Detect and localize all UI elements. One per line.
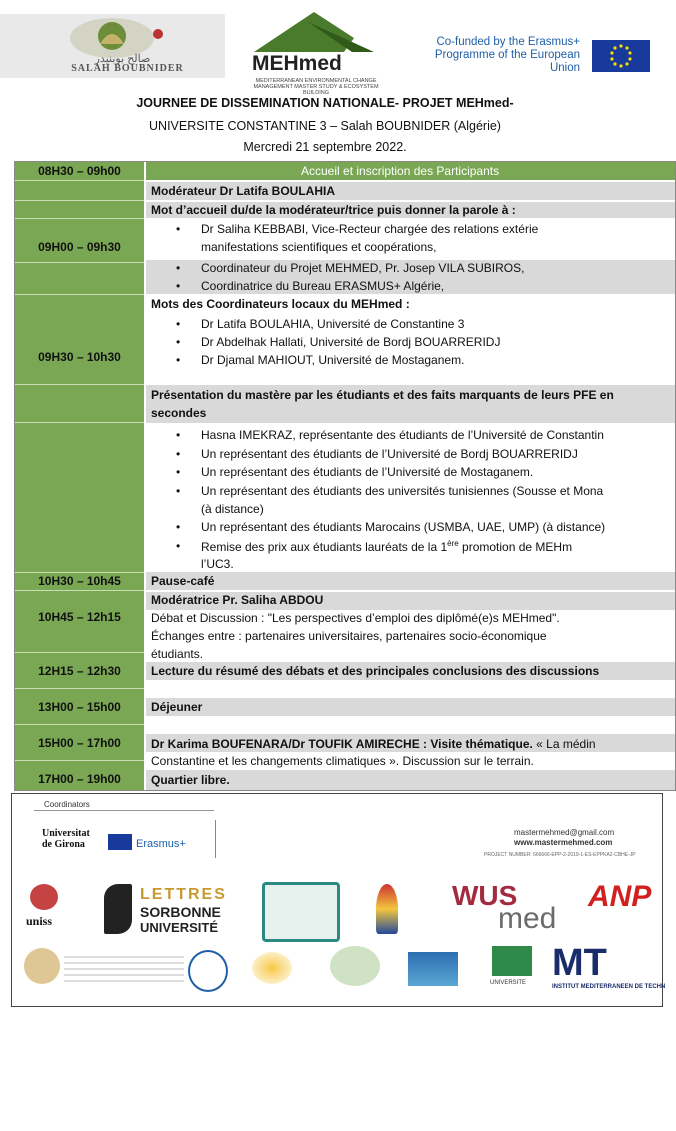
- coordinator-line: Dr Djamal MAHIOUT, Université de Mostaganem.: [201, 353, 465, 367]
- anp-logo: ANP: [588, 880, 652, 913]
- mehmed-logo: [244, 8, 384, 96]
- dejeuner-label: Déjeuner: [151, 700, 203, 714]
- time-slot: 10H30 – 10h45: [38, 574, 121, 588]
- bullet: •: [176, 335, 181, 349]
- document-title: JOURNEE DE DISSEMINATION NATIONALE- PROJET MEHmed-: [136, 96, 514, 110]
- superscript: ère: [447, 539, 459, 548]
- bullet: •: [176, 520, 181, 534]
- sorbonne-s-icon: [104, 884, 132, 934]
- usmba-text-logo: [64, 952, 184, 982]
- salah-boubnider-small-logo: [330, 946, 380, 986]
- time-column: [15, 162, 144, 790]
- presentation-label-2: secondes: [151, 406, 207, 420]
- mots-coord-label: Mots des Coordinateurs locaux du MEHmed :: [151, 297, 410, 311]
- bullet: •: [176, 261, 181, 275]
- university-emblem-icon: [188, 950, 228, 992]
- eu-flag-small-icon: [108, 834, 132, 850]
- coordinator-line: Dr Abdelhak Hallati, Université de Bordj BOUARRERIDJ: [201, 335, 501, 349]
- time-slot: 17H00 – 19h00: [38, 772, 121, 786]
- speaker-line: Coordinateur du Projet MEHMED, Pr. Josep VILA SUBIROS,: [201, 261, 525, 275]
- coordinators-label: Coordinators: [44, 800, 90, 809]
- bullet: •: [176, 428, 181, 442]
- mehmed-wordmark: MEHmed: [252, 52, 342, 75]
- time-slot: 12H15 – 12h30: [38, 664, 121, 678]
- sun-emblem-icon: [252, 952, 292, 984]
- torch-emblem-icon: [376, 884, 398, 934]
- universite-text: UNIVERSITÉ: [140, 920, 219, 935]
- uniss-logo: uniss: [26, 914, 53, 928]
- logo-caption: SALAH BOUBNIDER: [71, 63, 184, 74]
- sousse-university-logo: [262, 882, 340, 942]
- salah-boubnider-logo: [0, 14, 225, 78]
- student-line: Un représentant des étudiants des universités tunisiennes (Sousse et Mona: [201, 484, 604, 498]
- echanges-line-2: étudiants.: [151, 647, 204, 661]
- university-line: UNIVERSITE CONSTANTINE 3 – Salah BOUBNIDER (Algérie): [149, 119, 501, 133]
- time-slot: 08H30 – 09h00: [38, 164, 121, 178]
- presentation-label: Présentation du mastère par les étudiants et des faits marquants de leurs PFE en: [151, 388, 614, 402]
- student-line: Hasna IMEKRAZ, représentante des étudiants de l’Université de Constantin: [201, 428, 604, 442]
- student-line: Un représentant des étudiants de l’Université de Bordj BOUARRERIDJ: [201, 447, 578, 461]
- wus-logo: WUS: [452, 880, 518, 911]
- lettres-text: LETTRES: [140, 886, 227, 903]
- sorbonne-text: SORBONNE: [140, 904, 221, 920]
- accueil-label: Accueil et inscription des Participants: [301, 164, 500, 178]
- bullet: •: [176, 279, 181, 293]
- visite-topic: « La médin: [532, 737, 596, 751]
- mot-accueil-label: Mot d’accueil du/de la modérateur/trice puis donner la parole à :: [151, 203, 516, 217]
- project-number: PROJECT NUMBER: 666666-EPP-2-2019-1-ES-EPPKA2-CBHE-JP: [484, 852, 636, 858]
- contact-email: mastermehmed@gmail.com: [514, 828, 615, 837]
- eu-flag-icon: [592, 40, 650, 72]
- imt-caption: INSTITUT MEDITERRANEEN DE TECHN: [552, 984, 666, 990]
- uniss-emblem-icon: [30, 884, 58, 910]
- prize-text-a: Remise des prix aux étudiants lauréats de la 1: [201, 540, 448, 554]
- mostaganem-emblem-icon: [492, 946, 532, 976]
- moderateur-label: Modérateur Dr Latifa BOULAHIA: [151, 184, 336, 198]
- visite-line-2: Constantine et les changements climatiques ». Discussion sur le terrain.: [151, 754, 534, 768]
- time-slot: 09H30 – 10h30: [38, 350, 121, 364]
- partners-footer: [11, 793, 666, 1007]
- time-slot: 15H00 – 17h00: [38, 736, 121, 750]
- student-line: l’UC3.: [201, 557, 234, 571]
- moderatrice-label: Modératrice Pr. Saliha ABDOU: [151, 593, 324, 607]
- wus-med-logo: med: [498, 902, 557, 935]
- bullet: •: [176, 539, 181, 553]
- bullet: •: [176, 222, 181, 236]
- bullet: •: [176, 465, 181, 479]
- student-line: Un représentant des étudiants de l’Université de Mostaganem.: [201, 465, 534, 479]
- mountain-icon: [244, 8, 384, 54]
- student-line: (à distance): [201, 502, 264, 516]
- coordinator-line: Dr Latifa BOULAHIA, Université de Constantine 3: [201, 317, 465, 331]
- bullet: •: [176, 484, 181, 498]
- time-slot: 10H45 – 12h15: [38, 610, 121, 624]
- debat-line: Débat et Discussion : "Les perspectives d’emploi des diplômé(e)s MEHmed".: [151, 611, 560, 625]
- quartier-label: Quartier libre.: [151, 773, 230, 787]
- lecture-label: Lecture du résumé des débats et des principales conclusions des discussions: [151, 664, 600, 678]
- speaker-line: Coordinatrice du Bureau ERASMUS+ Algérie,: [201, 279, 445, 293]
- imt-logo: MT: [552, 942, 607, 984]
- prize-text-b: promotion de MEHm: [458, 540, 573, 554]
- bullet: •: [176, 447, 181, 461]
- bullet: •: [176, 317, 181, 331]
- contact-website: www.mastermehmed.com: [514, 838, 613, 847]
- universite-caption: UNIVERSITE: [490, 980, 527, 986]
- speaker-line: Dr Saliha KEBBABI, Vice-Recteur chargée des relations extérie: [201, 222, 539, 236]
- visite-speakers: Dr Karima BOUFENARA/Dr TOUFIK AMIRECHE : Visite thématique.: [151, 737, 533, 751]
- student-line: [201, 539, 572, 554]
- erasmus-logo: Erasmus+: [136, 838, 186, 850]
- girona-logo: Universitat de Girona: [42, 828, 90, 850]
- time-slot: 13H00 – 15h00: [38, 700, 121, 714]
- time-slot: 09H00 – 09h30: [38, 240, 121, 254]
- echanges-line: Échanges entre : partenaires universitaires, partenaires socio-économique: [151, 629, 547, 643]
- speaker-line: manifestations scientifiques et coopérations,: [201, 240, 437, 254]
- student-line: Un représentant des étudiants Marocains (USMBA, UAE, UMP) (à distance): [201, 520, 606, 534]
- bordj-university-logo: [408, 952, 458, 986]
- mehmed-subtitle: MEDITERRANEAN ENVIRONMENTAL CHANGE MANAGEMENT MASTER STUDY & ECOSYSTEM BUILDING: [253, 78, 379, 96]
- date-line: Mercredi 21 septembre 2022.: [243, 140, 407, 154]
- eu-cofunded-text: Co-funded by the Erasmus+ Programme of the European Union: [434, 36, 580, 74]
- bullet: •: [176, 353, 181, 367]
- pause-label: Pause-café: [151, 574, 215, 588]
- visite-line: [151, 737, 596, 751]
- arabic-name: صالح بوبنيدر: [94, 53, 151, 65]
- schedule-table: [14, 161, 676, 791]
- usmba-emblem-icon: [24, 948, 60, 984]
